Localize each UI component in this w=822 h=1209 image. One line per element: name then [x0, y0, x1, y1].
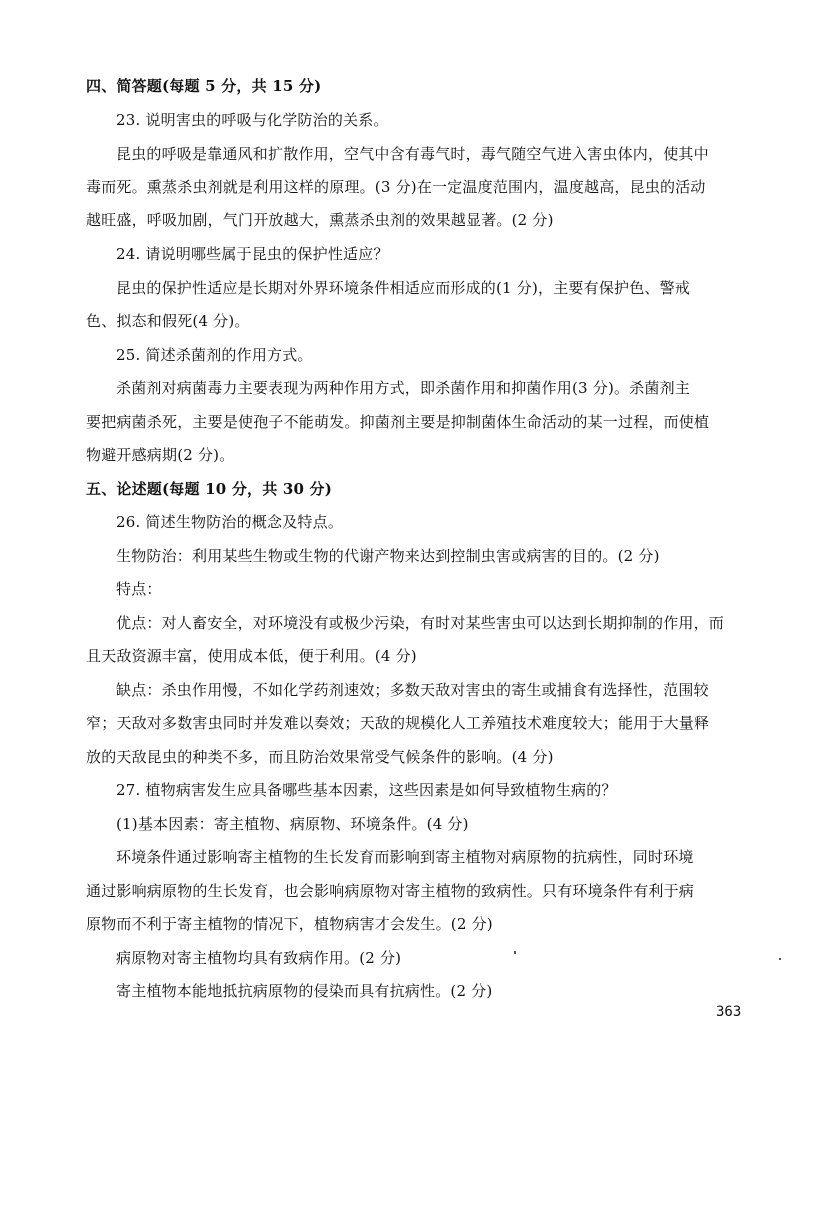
- answer-24-line-2: 色、拟态和假死(4 分)。: [86, 312, 250, 330]
- answer-23-line-3: 越旺盛，呼吸加剧，气门开放越大，熏蒸杀虫剂的效果越显著。(2 分): [86, 211, 554, 229]
- answer-27-host-line: 寄主植物本能地抵抗病原物的侵染而具有抗病性。(2 分): [116, 982, 493, 1000]
- section-heading-short-answer: 四、简答题(每题 5 分，共 15 分): [86, 77, 322, 95]
- answer-23-line-2: 毒而死。熏蒸杀虫剂就是利用这样的原理。(3 分)在一定温度范围内，温度越高，昆虫的活动: [86, 178, 706, 196]
- answer-24-line-1: 昆虫的保护性适应是长期对外界环境条件相适应而形成的(1 分)，主要有保护色、警戒: [116, 279, 691, 297]
- answer-25-line-3: 物避开感病期(2 分)。: [86, 446, 235, 464]
- answer-27-environment-line-1: 环境条件通过影响寄主植物的生长发育而影响到寄主植物对病原物的抗病性，同时环境: [116, 848, 694, 866]
- question-23: 23. 说明害虫的呼吸与化学防治的关系。: [116, 111, 389, 129]
- answer-26-disadvantages-line-2: 窄；天敌对多数害虫同时并发难以奏效；天敌的规模化人工养殖技术难度较大；能用于大量释: [86, 714, 710, 732]
- question-24: 24. 请说明哪些属于昆虫的保护性适应？: [116, 245, 389, 263]
- answer-27-basic-factors: (1)基本因素：寄主植物、病原物、环境条件。(4 分): [116, 815, 469, 833]
- answer-26-features-label: 特点：: [116, 580, 162, 598]
- answer-25-line-1: 杀菌剂对病菌毒力主要表现为两种作用方式，即杀菌作用和抑菌作用(3 分)。杀菌剂主: [116, 379, 691, 397]
- scan-speck: [514, 951, 516, 954]
- scan-speck: [779, 958, 781, 960]
- question-26: 26. 简述生物防治的概念及特点。: [116, 513, 344, 531]
- answer-25-line-2: 要把病菌杀死，主要是使孢子不能萌发。抑菌剂主要是抑制菌体生命活动的某一过程，而使植: [86, 413, 710, 431]
- answer-26-disadvantages-line-1: 缺点：杀虫作用慢，不如化学药剂速效；多数天敌对害虫的寄生或捕食有选择性，范围较: [116, 681, 709, 699]
- answer-26-advantages-line-2: 且天敌资源丰富，使用成本低，便于利用。(4 分): [86, 647, 417, 665]
- answer-26-definition: 生物防治：利用某些生物或生物的代谢产物来达到控制虫害或病害的目的。(2 分): [116, 547, 660, 565]
- section-heading-essay: 五、论述题(每题 10 分，共 30 分): [86, 480, 333, 498]
- answer-23-line-1: 昆虫的呼吸是靠通风和扩散作用，空气中含有毒气时，毒气随空气进入害虫体内，使其中: [116, 145, 709, 163]
- answer-27-environment-line-2: 通过影响病原物的生长发育，也会影响病原物对寄主植物的致病性。只有环境条件有利于病: [86, 882, 695, 900]
- answer-26-disadvantages-line-3: 放的天敌昆虫的种类不多，而且防治效果常受气候条件的影响。(4 分): [86, 748, 554, 766]
- answer-27-pathogen-line: 病原物对寄主植物均具有致病作用。(2 分): [116, 949, 402, 967]
- question-25: 25. 简述杀菌剂的作用方式。: [116, 346, 313, 364]
- answer-26-advantages-line-1: 优点：对人畜安全，对环境没有或极少污染，有时对某些害虫可以达到长期抑制的作用，而: [116, 614, 725, 632]
- question-27: 27. 植物病害发生应具备哪些基本因素，这些因素是如何导致植物生病的？: [116, 781, 617, 799]
- answer-27-environment-line-3: 原物而不利于寄主植物的情况下，植物病害才会发生。(2 分): [86, 915, 493, 933]
- page-number: 363: [716, 1004, 742, 1020]
